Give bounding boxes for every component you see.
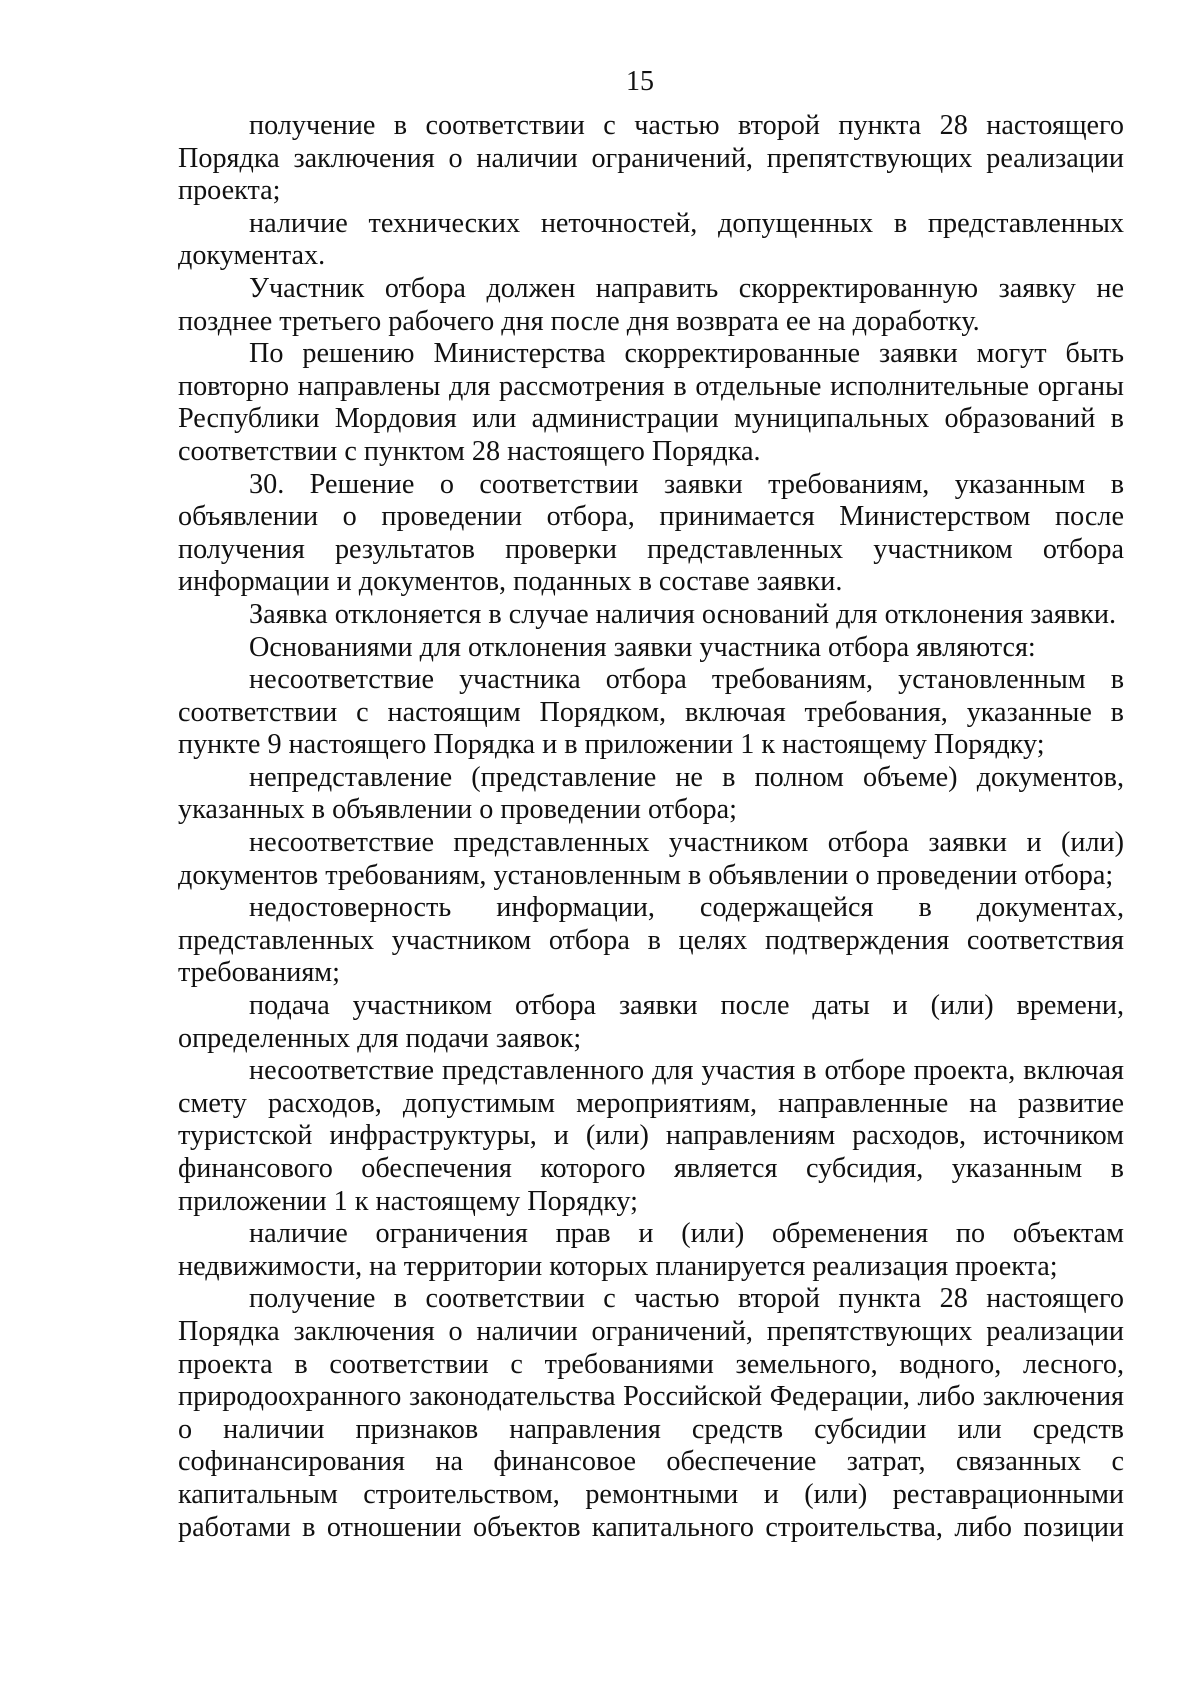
paragraph: Участник отбора должен направить скорректированную заявку не позднее третьего рабочего дня после дня возврата ее на доработку. [178,272,1124,337]
paragraph: Заявка отклоняется в случае наличия оснований для отклонения заявки. [249,598,1116,630]
paragraph: непредставление (представление не в полном объеме) документов, указанных в объявлении о проведении отбора; [178,761,1124,826]
paragraph: получение в соответствии с частью второй пункта 28 настоящего Порядка заключения о наличии ограничений, препятствующих реализации проекта; [178,110,1124,207]
page-number: 15 [626,66,654,97]
document-body [178,110,1124,1544]
paragraph: получение в соответствии с частью второй пункта 28 настоящего Порядка заключения о наличии ограничений, препятствующих реализации проекта в соответствии с требованиями земельного, водного, лесного, природоохранного законодательства Российской Федерации, либо заключения о наличии признаков направления средств субсидии или средств софинансирования на финансовое обеспечение затрат, связанных с капитальным строительством, ремонтными и (или) реставрационными работами в отношении объектов капитального строительства, либо позиции [178,1283,1124,1543]
paragraph: недостоверность информации, содержащейся в документах, представленных участником отбора в целях подтверждения соответствия требованиям; [178,892,1124,989]
paragraph: наличие ограничения прав и (или) обременения по объектам недвижимости, на территории которых планируется реализация проекта; [178,1218,1124,1282]
paragraph: подача участником отбора заявки после даты и (или) времени, определенных для подачи заявок; [178,990,1124,1054]
paragraph: наличие технических неточностей, допущенных в представленных документах. [178,207,1124,272]
paragraph: несоответствие участника отбора требованиям, установленным в соответствии с настоящим Порядком, включая требования, указанные в пункте 9 настоящего Порядка и в приложении 1 к настоящему Порядку; [178,664,1124,761]
paragraph: Основаниями для отклонения заявки участника отбора являются: [249,631,1036,663]
paragraph: несоответствие представленных участником отбора заявки и (или) документов требованиям, установленным в объявлении о проведении отбора; [178,827,1124,891]
paragraph: По решению Министерства скорректированные заявки могут быть повторно направлены для рассмотрения в отдельные исполнительные органы Республики Мордовия или администрации муниципальных образований в соответствии с пунктом 28 настоящего Порядка. [178,338,1124,467]
paragraph: 30. Решение о соответствии заявки требованиям, указанным в объявлении о проведении отбора, принимается Министерством после получения результатов проверки представленных участником отбора информации и документов, поданных в составе заявки. [178,468,1124,598]
paragraph: несоответствие представленного для участия в отборе проекта, включая смету расходов, допустимым мероприятиям, направленные на развитие туристской инфраструктуры, и (или) направлениям расходов, источником финансового обеспечения которого является субсидия, указанным в приложении 1 к настоящему Порядку; [178,1055,1124,1217]
